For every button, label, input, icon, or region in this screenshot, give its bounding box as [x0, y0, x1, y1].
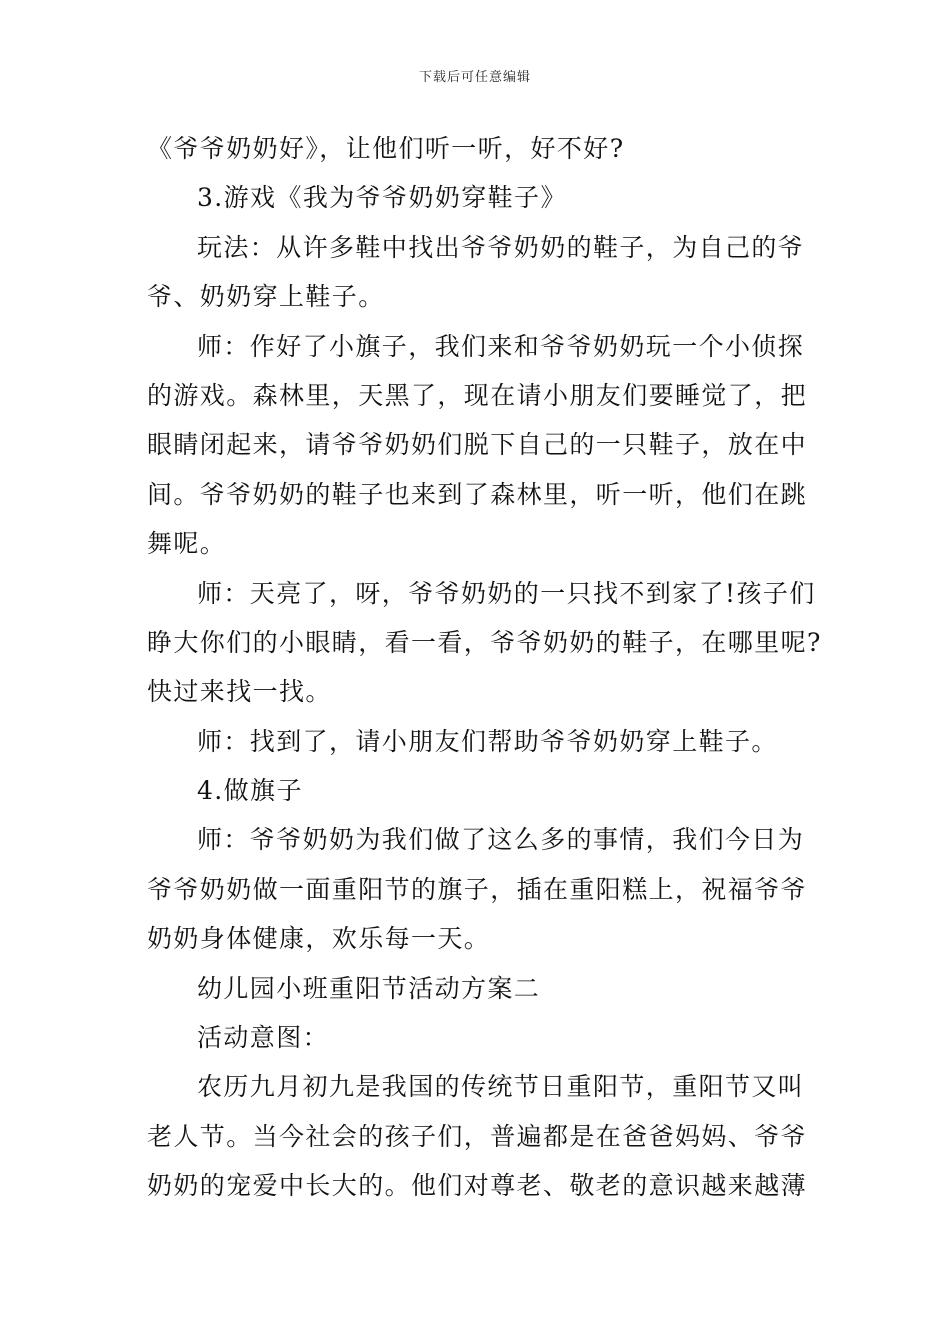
document-body — [147, 124, 822, 1211]
page-header: 下载后可任意编辑 — [418, 70, 531, 85]
text-line: 幼儿园小班重阳节活动方案二 — [197, 973, 541, 1003]
text-line: 间。爷爷奶奶的鞋子也来到了森林里，听一听，他们在跳 — [147, 479, 808, 509]
text-line: 老人节。当今社会的孩子们，普遍都是在爸爸妈妈、爷爷 — [147, 1121, 808, 1151]
text-line: 爷、奶奶穿上鞋子。 — [147, 282, 385, 312]
text-line: 奶奶的宠爱中长大的。他们对尊老、敬老的意识越来越薄 — [147, 1171, 808, 1201]
text-line: 师：作好了小旗子，我们来和爷爷奶奶玩一个小侦探 — [197, 331, 805, 361]
text-line: 爷爷奶奶做一面重阳节的旗子，插在重阳糕上，祝福爷爷 — [147, 874, 808, 904]
text-line: 师：找到了，请小朋友们帮助爷爷奶奶穿上鞋子。 — [197, 726, 778, 756]
text-line: 睁大你们的小眼睛，看一看，爷爷奶奶的鞋子，在哪里呢? — [147, 627, 822, 657]
text-line: 师：天亮了，呀，爷爷奶奶的一只找不到家了!孩子们 — [197, 578, 816, 608]
text-line: 《爷爷奶奶好》，让他们听一听，好不好? — [147, 134, 625, 163]
text-line: 3.游戏《我为爷爷奶奶穿鞋子》 — [197, 183, 567, 213]
text-line: 农历九月初九是我国的传统节日重阳节，重阳节又叫 — [197, 1072, 805, 1102]
text-line: 4.做旗子 — [197, 776, 303, 806]
text-line: 玩法：从许多鞋中找出爷爷奶奶的鞋子，为自己的爷 — [197, 232, 805, 262]
text-line: 活动意图： — [197, 1023, 330, 1053]
text-line: 师：爷爷奶奶为我们做了这么多的事情，我们今日为 — [197, 825, 805, 855]
text-line: 舞呢。 — [147, 529, 227, 559]
text-line: 的游戏。森林里，天黑了，现在请小朋友们要睡觉了，把 — [147, 380, 808, 410]
text-line: 奶奶身体健康，欢乐每一天。 — [147, 924, 491, 954]
text-line: 眼睛闭起来，请爷爷奶奶们脱下自己的一只鞋子，放在中 — [147, 430, 808, 460]
text-line: 快过来找一找。 — [147, 677, 332, 707]
